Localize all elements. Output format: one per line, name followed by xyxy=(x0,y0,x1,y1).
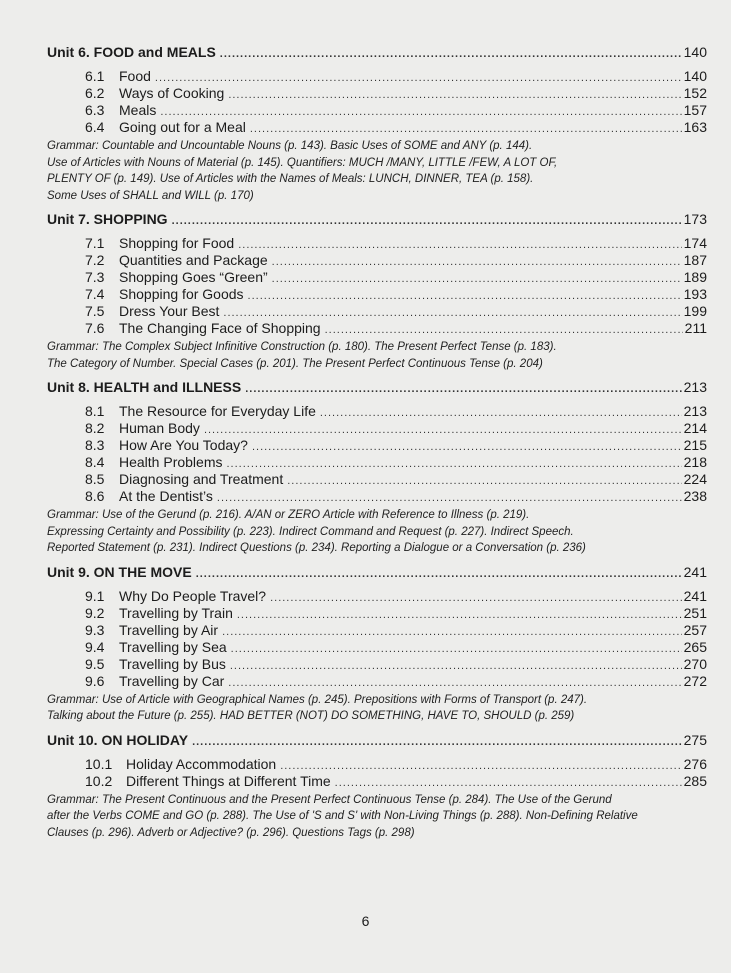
entry-title: Travelling by Train xyxy=(119,604,233,621)
entry-page: 152 xyxy=(683,85,707,101)
dot-leader xyxy=(204,424,682,436)
dot-leader xyxy=(172,215,682,227)
entry-page: 285 xyxy=(683,772,707,789)
unit-section xyxy=(47,44,707,204)
entry-page: 140 xyxy=(683,68,707,84)
entry-number: 9.1 xyxy=(85,587,105,604)
entry-title: The Resource for Everyday Life xyxy=(119,403,316,419)
entry-page: 218 xyxy=(683,454,707,470)
toc-entry xyxy=(47,303,707,320)
entry-number: 8.1 xyxy=(85,403,105,419)
grammar-note xyxy=(47,138,707,204)
entry-title: How Are You Today? xyxy=(119,437,248,453)
dot-leader xyxy=(217,492,682,504)
grammar-line: Talking about the Future (p. 255). HAD BETTER (NOT) DO SOMETHING, HAVE TO, SHOULD (p. 259) xyxy=(47,710,575,722)
dot-leader xyxy=(230,660,682,672)
entry-title: Travelling by Bus xyxy=(119,655,226,672)
toc-entry xyxy=(47,622,707,639)
entry-number: 8.6 xyxy=(85,488,105,504)
entry-page: 251 xyxy=(683,604,707,621)
entry-number: 10.2 xyxy=(85,772,113,789)
dot-leader xyxy=(231,643,682,655)
entry-page: 213 xyxy=(683,403,707,419)
toc-entry xyxy=(47,437,707,454)
toc-entry xyxy=(47,656,707,673)
entry-number: 7.2 xyxy=(85,252,105,268)
grammar-line: The Category of Number. Special Cases (p. 201). The Present Perfect Continuous Tense (p. 204) xyxy=(47,357,543,370)
unit-heading xyxy=(47,379,707,401)
toc-entry xyxy=(47,68,707,85)
dot-leader xyxy=(196,568,682,580)
dot-leader xyxy=(238,239,681,251)
unit-section xyxy=(47,379,707,557)
entry-page: 157 xyxy=(683,102,707,118)
entry-title: Holiday Accommodation xyxy=(126,755,277,772)
toc-entry xyxy=(47,252,707,269)
grammar-line: Grammar: The Complex Subject Infinitive Construction (p. 180). The Present Perfect Tense (p. 183). xyxy=(47,341,557,353)
entry-number: 8.2 xyxy=(85,420,105,436)
toc-entry xyxy=(47,320,707,337)
grammar-note xyxy=(47,692,707,725)
grammar-note xyxy=(47,507,707,557)
entry-number: 7.6 xyxy=(85,320,105,336)
entry-number: 8.5 xyxy=(85,471,105,487)
unit-heading xyxy=(47,732,707,754)
grammar-line: Use of Articles with Nouns of Material (p. 145). Quantifiers: MUCH /MANY, LITTLE /FEW, A LOT OF, xyxy=(47,156,558,169)
entry-page: 238 xyxy=(683,488,707,504)
dot-leader xyxy=(237,609,682,621)
entry-title: Why Do People Travel? xyxy=(119,587,267,604)
entry-title: Ways of Cooking xyxy=(119,85,225,101)
entry-title: Going out for a Meal xyxy=(119,119,246,135)
grammar-line: Grammar: Use of the Gerund (p. 216). A/AN or ZERO Article with Reference to Illness (p. 219). xyxy=(47,509,530,521)
dot-leader xyxy=(228,89,681,101)
toc-entry xyxy=(47,773,707,790)
toc-entry xyxy=(47,403,707,420)
dot-leader xyxy=(227,458,682,470)
toc-entry xyxy=(47,269,707,286)
entry-page: 270 xyxy=(683,655,707,672)
grammar-note xyxy=(47,339,707,372)
dot-leader xyxy=(155,72,682,84)
toc-entry xyxy=(47,488,707,505)
entry-number: 7.1 xyxy=(85,235,105,251)
unit-heading xyxy=(47,211,707,233)
unit-section xyxy=(47,564,707,725)
dot-leader xyxy=(280,760,681,772)
grammar-line: Grammar: The Present Continuous and the Present Perfect Continuous Tense (p. 284). The Use of the Gerund xyxy=(47,793,612,806)
entry-number: 10.1 xyxy=(85,755,113,772)
entry-page: 265 xyxy=(683,638,707,655)
entry-page: 215 xyxy=(683,437,707,453)
entry-number: 9.2 xyxy=(85,604,105,621)
unit-page: 241 xyxy=(683,563,707,580)
dot-leader xyxy=(287,475,681,487)
grammar-line: Clauses (p. 296). Adverb or Adjective? (p. 296). Questions Tags (p. 298) xyxy=(47,826,415,839)
table-of-contents xyxy=(47,44,707,841)
entry-page: 214 xyxy=(683,420,707,436)
entry-number: 9.4 xyxy=(85,638,105,655)
entry-title: Quantities and Package xyxy=(119,252,268,268)
dot-leader xyxy=(270,592,682,604)
entry-page: 257 xyxy=(683,621,707,638)
toc-entry xyxy=(47,286,707,303)
dot-leader xyxy=(325,324,683,336)
grammar-line: PLENTY OF (p. 149). Use of Articles with the Names of Meals: LUNCH, DINNER, TEA (p. 158). xyxy=(47,173,534,185)
dot-leader xyxy=(335,777,682,789)
entry-title: Health Problems xyxy=(119,454,223,470)
dot-leader xyxy=(252,441,682,453)
unit-title: Unit 10. ON HOLIDAY xyxy=(47,731,189,748)
entry-page: 276 xyxy=(683,755,707,772)
unit-section xyxy=(47,732,707,842)
entry-title: Human Body xyxy=(119,420,200,436)
toc-entry xyxy=(47,756,707,773)
entry-title: Shopping Goes “Green” xyxy=(119,269,268,285)
entry-page: 272 xyxy=(683,672,707,689)
entry-number: 8.3 xyxy=(85,437,105,453)
entry-title: Food xyxy=(119,68,151,84)
page-number: 6 xyxy=(361,913,370,929)
entry-number: 8.4 xyxy=(85,454,105,470)
toc-entry xyxy=(47,85,707,102)
entry-title: Travelling by Car xyxy=(119,672,225,689)
unit-title: Unit 6. FOOD and MEALS xyxy=(47,44,216,60)
dot-leader xyxy=(160,106,681,118)
entry-title: Different Things at Different Time xyxy=(126,772,331,789)
unit-section xyxy=(47,211,707,372)
entry-title: At the Dentist’s xyxy=(119,488,213,504)
entry-page: 189 xyxy=(683,269,707,285)
unit-title: Unit 8. HEALTH and ILLNESS xyxy=(47,379,242,395)
toc-entry xyxy=(47,420,707,437)
entry-title: Diagnosing and Treatment xyxy=(119,471,284,487)
entry-page: 199 xyxy=(683,303,707,319)
entry-page: 193 xyxy=(683,286,707,302)
grammar-line: Reported Statement (p. 231). Indirect Questions (p. 234). Reporting a Dialogue or a Conversation (p. 236) xyxy=(47,542,586,554)
unit-page: 213 xyxy=(683,379,707,395)
entry-page: 241 xyxy=(683,587,707,604)
dot-leader xyxy=(192,736,682,748)
entry-number: 7.4 xyxy=(85,286,105,302)
entry-page: 224 xyxy=(683,471,707,487)
entry-number: 9.5 xyxy=(85,655,105,672)
entry-number: 6.4 xyxy=(85,119,105,135)
dot-leader xyxy=(223,307,681,319)
entry-page: 174 xyxy=(683,235,707,251)
entry-page: 187 xyxy=(683,252,707,268)
entry-title: Travelling by Sea xyxy=(119,638,227,655)
toc-entry xyxy=(47,605,707,622)
grammar-note xyxy=(47,792,707,842)
toc-entry xyxy=(47,102,707,119)
grammar-line: Grammar: Countable and Uncountable Nouns (p. 143). Basic Uses of SOME and ANY (p. 144). xyxy=(47,140,533,152)
entry-page: 163 xyxy=(683,119,707,135)
entry-number: 6.3 xyxy=(85,102,105,118)
dot-leader xyxy=(245,383,681,395)
grammar-line: Grammar: Use of Article with Geographical Names (p. 245). Prepositions with Forms of Transport (p. 247). xyxy=(47,693,588,706)
dot-leader xyxy=(272,256,682,268)
grammar-line: after the Verbs COME and GO (p. 288). The Use of 'S and S' with Non-Living Things (p. 288). Non-Defining Relative xyxy=(47,810,638,822)
dot-leader xyxy=(248,290,682,302)
grammar-line: Some Uses of SHALL and WILL (p. 170) xyxy=(47,189,254,202)
unit-title: Unit 9. ON THE MOVE xyxy=(47,563,192,580)
entry-number: 9.3 xyxy=(85,621,105,638)
toc-entry xyxy=(47,588,707,605)
toc-entry xyxy=(47,639,707,656)
entry-page: 211 xyxy=(684,320,707,336)
toc-entry xyxy=(47,119,707,136)
entry-number: 9.6 xyxy=(85,672,105,689)
entry-title: Shopping for Goods xyxy=(119,286,244,302)
unit-heading xyxy=(47,44,707,66)
unit-heading xyxy=(47,564,707,586)
dot-leader xyxy=(272,273,682,285)
entry-number: 7.5 xyxy=(85,303,105,319)
entry-number: 7.3 xyxy=(85,269,105,285)
unit-page: 140 xyxy=(683,44,707,60)
unit-title: Unit 7. SHOPPING xyxy=(47,211,168,227)
toc-entry xyxy=(47,471,707,488)
entry-title: Travelling by Air xyxy=(119,621,219,638)
dot-leader xyxy=(250,123,682,135)
entry-title: Shopping for Food xyxy=(119,235,235,251)
dot-leader xyxy=(220,48,682,60)
toc-entry xyxy=(47,673,707,690)
toc-entry xyxy=(47,454,707,471)
grammar-line: Expressing Certainty and Possibility (p. 223). Indirect Command and Request (p. 227). Indirect Speech. xyxy=(47,525,574,538)
entry-number: 6.2 xyxy=(85,85,105,101)
dot-leader xyxy=(222,626,682,638)
entry-number: 6.1 xyxy=(85,68,105,84)
dot-leader xyxy=(228,677,681,689)
unit-page: 173 xyxy=(683,211,707,227)
unit-page: 275 xyxy=(683,731,707,748)
toc-entry xyxy=(47,235,707,252)
entry-title: Dress Your Best xyxy=(119,303,220,319)
entry-title: Meals xyxy=(119,102,157,118)
dot-leader xyxy=(320,407,682,419)
entry-title: The Changing Face of Shopping xyxy=(119,320,321,336)
